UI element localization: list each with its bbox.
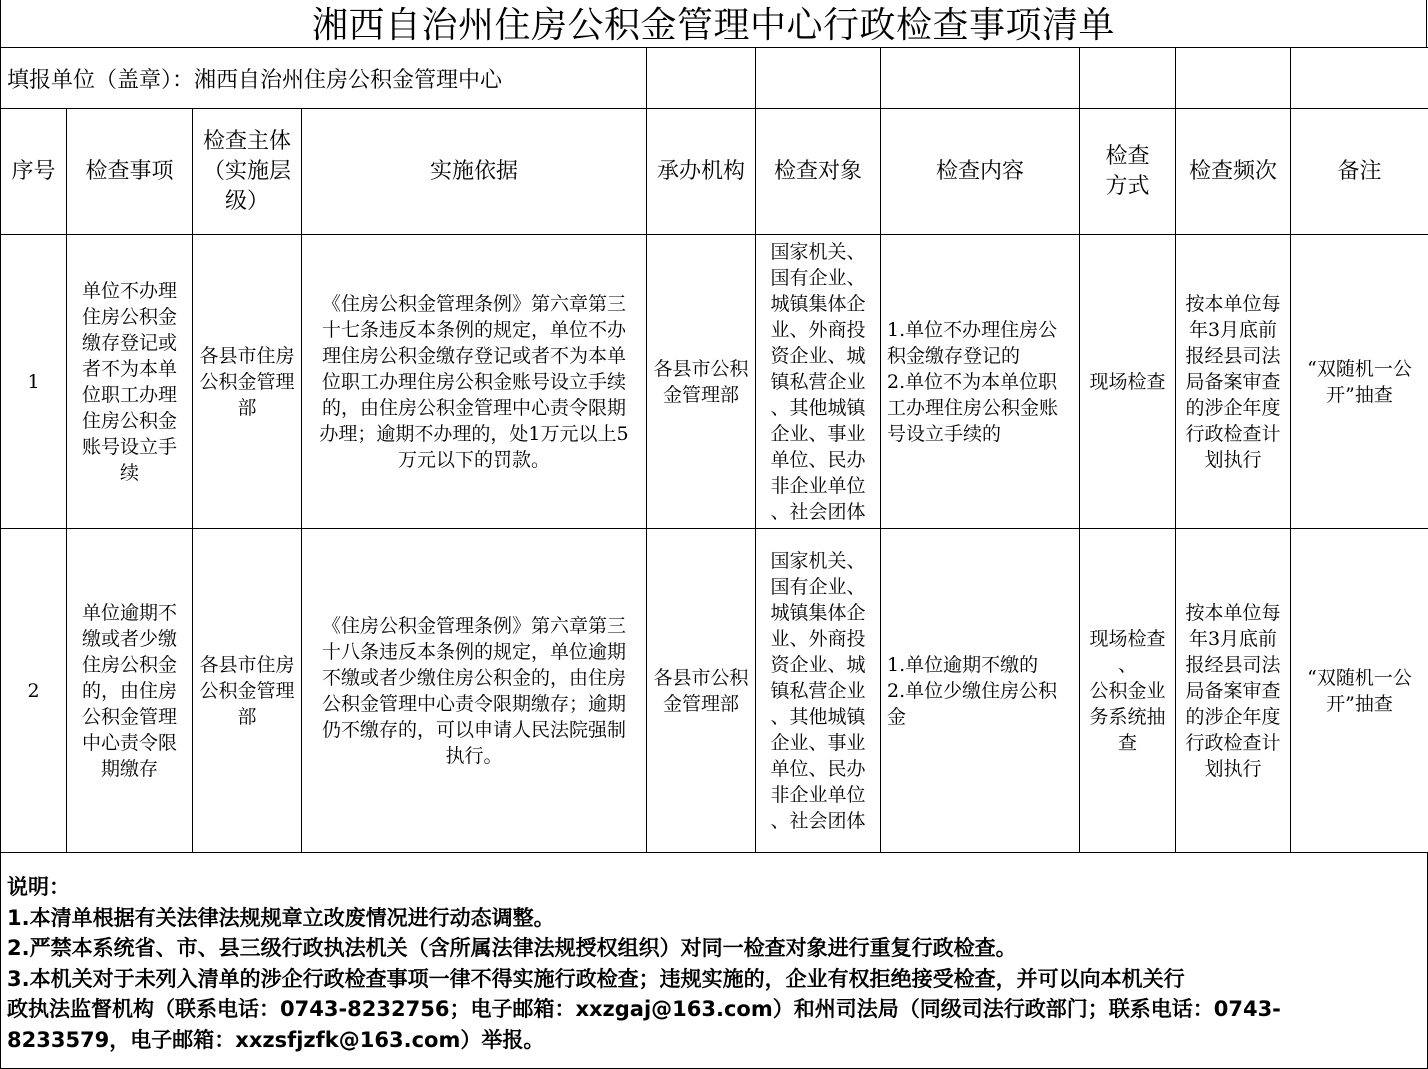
- cell-frequency: [1176, 529, 1291, 853]
- cell-method: [1080, 529, 1176, 853]
- cell-line: 住房公积金: [81, 305, 177, 328]
- cell-line: 单位、民办: [770, 448, 866, 471]
- cell-line: 镇私营企业: [770, 370, 866, 393]
- cell-line: 现场检查: [1089, 627, 1166, 650]
- header-row: [1, 109, 1428, 235]
- cell-line: 部: [237, 396, 257, 419]
- cell-line: 资企业、城: [770, 344, 866, 367]
- header-method-line: 检查: [1105, 143, 1150, 169]
- cell-target: [756, 235, 881, 529]
- cell-text: [1080, 626, 1175, 756]
- cell-line: 非企业单位: [770, 783, 866, 806]
- cell-target: [756, 529, 881, 853]
- cell-seq: 2: [1, 529, 67, 853]
- cell-text: [1291, 356, 1428, 408]
- cell-subject: [193, 529, 302, 853]
- cell-line: 《住房公积金管理条例》第六章第三: [322, 292, 627, 315]
- cell-line: 账号设立手: [81, 435, 177, 458]
- empty-cell: [647, 48, 756, 109]
- cell-line: 单位不办理: [81, 279, 177, 302]
- cell-line: 仍不缴存的，可以申请人民法院强制: [322, 718, 627, 741]
- cell-line: 的涉企年度: [1185, 705, 1281, 728]
- cell-line: 住房公积金: [81, 653, 177, 676]
- cell-line: 各县市住房: [199, 653, 295, 676]
- cell-text: [67, 600, 192, 782]
- cell-item: [67, 235, 193, 529]
- notes-line: 政执法监督机构（联系电话：0743-8232756；电子邮箱：xxzgaj@163.com）和州司法局（同级司法行政部门；联系电话：0743-: [7, 997, 1281, 1021]
- cell-line: 公积金管理: [81, 705, 177, 728]
- header-subject-line: （实施层: [202, 158, 291, 184]
- cell-text: [647, 356, 755, 408]
- cell-line: 企业、事业: [770, 731, 866, 754]
- cell-line: 报经县司法: [1185, 344, 1281, 367]
- cell-line: “双随机一公: [1307, 357, 1412, 380]
- cell-line: 中心责令限: [81, 731, 177, 754]
- empty-cell: [1176, 48, 1291, 109]
- cell-line: 各县市住房: [199, 344, 295, 367]
- table-row: [1, 235, 1428, 529]
- cell-line: 1.单位逾期不缴的: [887, 653, 1039, 676]
- cell-method: [1080, 235, 1176, 529]
- cell-line: 年3月底前: [1188, 627, 1278, 650]
- cell-line: 国有企业、: [770, 575, 866, 598]
- cell-line: 者不为本单: [81, 357, 177, 380]
- cell-text: [193, 343, 301, 421]
- cell-line: 国家机关、: [770, 240, 866, 263]
- cell-line: 镇私营企业: [770, 679, 866, 702]
- header-content: 检查内容: [881, 109, 1080, 235]
- cell-line: 住房公积金: [81, 409, 177, 432]
- cell-line: 企业、事业: [770, 422, 866, 445]
- header-basis: 实施依据: [302, 109, 647, 235]
- header-seq: 序号: [1, 109, 67, 235]
- cell-line: 报经县司法: [1185, 653, 1281, 676]
- cell-line: 行政检查计: [1185, 422, 1281, 445]
- notes-line: 1.本清单根据有关法律法规规章立改废情况进行动态调整。: [7, 905, 555, 930]
- cell-text: [1176, 291, 1290, 473]
- cell-text: [67, 278, 192, 486]
- cell-line: 务系统抽: [1089, 705, 1166, 728]
- cell-line: 十八条违反本条例的规定，单位逾期: [322, 640, 627, 663]
- notes-line: 8233579，电子邮箱：xxzsfjzfk@163.com）举报。: [7, 1027, 545, 1052]
- cell-subject: [193, 235, 302, 529]
- cell-line: 城镇集体企: [770, 292, 866, 315]
- cell-line: 国家机关、: [770, 549, 866, 572]
- cell-line: 划执行: [1204, 448, 1262, 471]
- cell-line: 缴存登记或: [81, 331, 177, 354]
- cell-line: 各县市公积: [653, 666, 749, 689]
- cell-frequency: [1176, 235, 1291, 529]
- cell-line: 金: [887, 705, 907, 728]
- cell-text: [881, 652, 1079, 730]
- cell-line: 的涉企年度: [1185, 396, 1281, 419]
- cell-line: 缴或者少缴: [81, 627, 177, 650]
- fill-unit-label: 填报单位（盖章）：湘西自治州住房公积金管理中心: [1, 48, 647, 109]
- cell-line: 开”抽查: [1326, 383, 1393, 406]
- cell-text: [647, 665, 755, 717]
- empty-cell: [756, 48, 881, 109]
- header-method-line: 方式: [1105, 173, 1150, 199]
- cell-text: [302, 291, 646, 473]
- cell-line: 不缴或者少缴住房公积金的，由住房: [322, 666, 627, 689]
- cell-line: 业、外商投: [770, 318, 866, 341]
- cell-line: 资企业、城: [770, 653, 866, 676]
- cell-line: 期缴存: [100, 757, 158, 780]
- cell-text: [1291, 665, 1428, 717]
- cell-line: 办理；逾期不办理的，处1万元以上5: [319, 422, 629, 445]
- cell-line: 划执行: [1204, 757, 1262, 780]
- empty-cell: [1291, 48, 1428, 109]
- header-item: 检查事项: [67, 109, 193, 235]
- header-remark: 备注: [1291, 109, 1428, 235]
- table-row: [1, 529, 1428, 853]
- cell-line: 部: [237, 705, 257, 728]
- cell-item: [67, 529, 193, 853]
- cell-line: 非企业单位: [770, 474, 866, 497]
- cell-line: 查: [1118, 731, 1138, 754]
- header-target: 检查对象: [756, 109, 881, 235]
- notes-section: [0, 852, 1428, 1069]
- cell-line: 公积金管理: [199, 370, 295, 393]
- cell-line: 单位、民办: [770, 757, 866, 780]
- cell-line: 各县市公积: [653, 357, 749, 380]
- cell-line: 公积金管理: [199, 679, 295, 702]
- cell-content: [881, 235, 1080, 529]
- cell-line: 工办理住房公积金账: [887, 396, 1059, 419]
- cell-line: 1.单位不办理住房公: [887, 318, 1058, 341]
- cell-line: 、其他城镇: [770, 705, 866, 728]
- notes-line: 2.严禁本系统省、市、县三级行政执法机关（含所属法律法规授权组织）对同一检查对象进行重复行政检查。: [7, 936, 1017, 960]
- inspection-table: [0, 47, 1428, 853]
- cell-line: 开”抽查: [1326, 692, 1393, 715]
- cell-line: 2.单位少缴住房公积: [887, 679, 1058, 702]
- cell-line: 公积金业: [1089, 679, 1166, 702]
- header-org: 承办机构: [647, 109, 756, 235]
- cell-org: [647, 235, 756, 529]
- cell-line: 城镇集体企: [770, 601, 866, 624]
- cell-line: 国有企业、: [770, 266, 866, 289]
- cell-seq: 1: [1, 235, 67, 529]
- header-subject-line: 检查主体: [202, 128, 291, 154]
- cell-line: 理住房公积金缴存登记或者不为本单: [322, 344, 627, 367]
- cell-line: 位职工办理: [81, 383, 177, 406]
- cell-text: [193, 652, 301, 730]
- cell-line: 积金缴存登记的: [887, 344, 1021, 367]
- cell-line: 2.单位不为本单位职: [887, 370, 1058, 393]
- cell-line: 的，由住房: [81, 679, 177, 702]
- empty-cell: [881, 48, 1080, 109]
- notes-heading: 说明：: [7, 875, 70, 899]
- cell-line: 、其他城镇: [770, 396, 866, 419]
- cell-line: 按本单位每: [1185, 292, 1281, 315]
- cell-line: 万元以下的罚款。: [398, 448, 551, 471]
- cell-line: “双随机一公: [1307, 666, 1412, 689]
- cell-content: [881, 529, 1080, 853]
- cell-text: [1176, 600, 1290, 782]
- cell-line: 局备案审查: [1185, 679, 1281, 702]
- cell-basis: [302, 235, 647, 529]
- cell-line: 行政检查计: [1185, 731, 1281, 754]
- cell-text: [1080, 369, 1175, 395]
- cell-line: 号设立手续的: [887, 422, 1002, 445]
- fill-unit-row: [1, 48, 1428, 109]
- cell-text: [756, 548, 880, 834]
- cell-line: 金管理部: [663, 383, 740, 406]
- cell-line: 执行。: [445, 744, 503, 767]
- cell-line: 现场检查: [1089, 370, 1166, 393]
- cell-line: 、社会团体: [770, 500, 866, 523]
- sheet-title: 湘西自治州住房公积金管理中心行政检查事项清单: [0, 0, 1427, 48]
- cell-remark: [1291, 235, 1428, 529]
- cell-line: 金管理部: [663, 692, 740, 715]
- cell-line: 、社会团体: [770, 809, 866, 832]
- header-method: [1080, 109, 1176, 235]
- header-subject-line: 级）: [224, 188, 269, 214]
- cell-line: 《住房公积金管理条例》第六章第三: [322, 614, 627, 637]
- cell-remark: [1291, 529, 1428, 853]
- cell-line: 年3月底前: [1188, 318, 1278, 341]
- cell-text: [756, 239, 880, 525]
- cell-line: 业、外商投: [770, 627, 866, 650]
- cell-line: 局备案审查: [1185, 370, 1281, 393]
- header-subject: [193, 109, 302, 235]
- notes-line: 3.本机关对于未列入清单的涉企行政检查事项一律不得实施行政检查；违规实施的，企业有权拒绝接受检查，并可以向本机关行: [7, 966, 1185, 991]
- cell-basis: [302, 529, 647, 853]
- cell-line: 单位逾期不: [81, 601, 177, 624]
- header-frequency: 检查频次: [1176, 109, 1291, 235]
- empty-cell: [1080, 48, 1176, 109]
- cell-text: [881, 317, 1079, 447]
- cell-text: [302, 613, 646, 769]
- cell-line: 、: [1118, 653, 1138, 676]
- cell-line: 公积金管理中心责令限期缴存；逾期: [322, 692, 627, 715]
- cell-org: [647, 529, 756, 853]
- cell-line: 十七条违反本条例的规定，单位不办: [322, 318, 627, 341]
- cell-line: 的，由住房公积金管理中心责令限期: [322, 396, 627, 419]
- cell-line: 位职工办理住房公积金账号设立手续: [322, 370, 627, 393]
- cell-line: 续: [119, 461, 139, 484]
- cell-line: 按本单位每: [1185, 601, 1281, 624]
